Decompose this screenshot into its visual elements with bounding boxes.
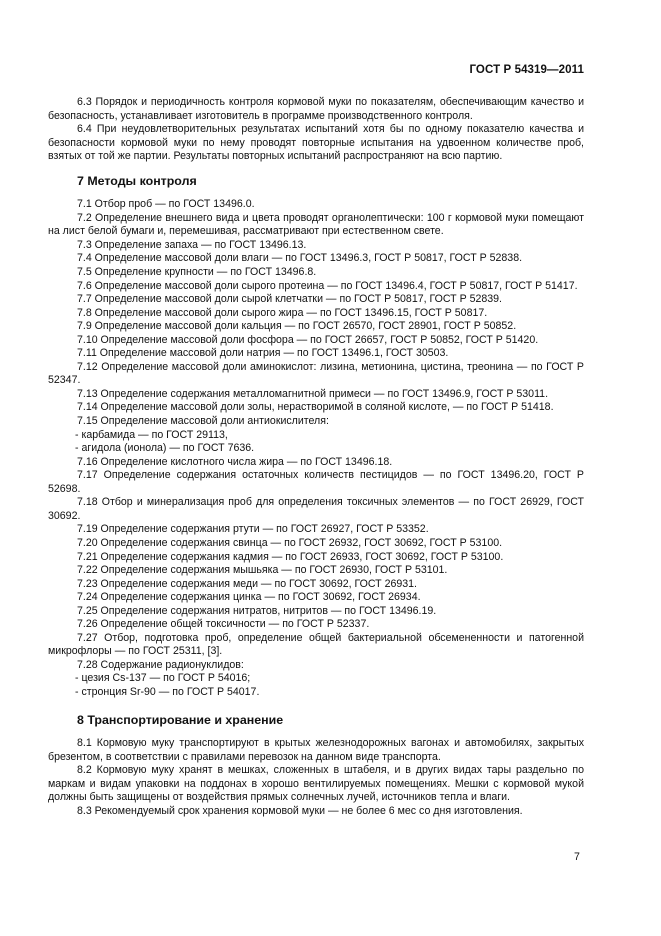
bullet-strontium: - стронция Sr-90 — по ГОСТ Р 54017.	[75, 685, 260, 698]
item-7-15: 7.15 Определение массовой доли антиокислителя:	[77, 415, 329, 428]
item-7-5: 7.5 Определение крупности — по ГОСТ 13496.8.	[77, 266, 317, 279]
item-7-9: 7.9 Определение массовой доли кальция — по ГОСТ 26570, ГОСТ 28901, ГОСТ Р 50852.	[77, 320, 517, 333]
item-7-24: 7.24 Определение содержания цинка — по ГОСТ 30692, ГОСТ 26934.	[77, 591, 421, 604]
page-number: 7	[574, 851, 580, 863]
bullet-cesium: - цезия Cs-137 — по ГОСТ Р 54016;	[75, 672, 251, 685]
item-7-23: 7.23 Определение содержания меди — по ГОСТ 30692, ГОСТ 26931.	[77, 577, 417, 590]
item-7-6: 7.6 Определение массовой доли сырого протеина — по ГОСТ 13496.4, ГОСТ Р 50817, ГОСТ Р 51417.	[77, 279, 578, 292]
item-7-7: 7.7 Определение массовой доли сырой клетчатки — по ГОСТ Р 50817, ГОСТ Р 52839.	[77, 293, 502, 306]
section-7-title: 7 Методы контроля	[77, 173, 197, 188]
item-7-13: 7.13 Определение содержания металломагнитной примеси — по ГОСТ 13496.9, ГОСТ Р 53011.	[77, 387, 549, 400]
item-8-2: 8.2 Кормовую муку хранят в мешках, сложенных в штабеля, и в других видах тары раздельно по маркам и видам упаковки на поддонах в хорошо вентилируемых помещениях. Мешки с кормовой мукой должны быть защищены от воздействия прямых солнечных лучей, источников тепла и влаги.	[48, 764, 584, 804]
item-7-26: 7.26 Определение общей токсичности — по ГОСТ Р 52337.	[77, 618, 370, 631]
item-7-25: 7.25 Определение содержания нитратов, нитритов — по ГОСТ 13496.19.	[77, 604, 437, 617]
item-7-10: 7.10 Определение массовой доли фосфора — по ГОСТ 26657, ГОСТ Р 50852, ГОСТ Р 51420.	[77, 333, 539, 346]
item-7-20: 7.20 Определение содержания свинца — по ГОСТ 26932, ГОСТ 30692, ГОСТ Р 53100.	[77, 536, 503, 549]
section-8-title: 8 Транспортирование и хранение	[77, 712, 284, 727]
item-7-11: 7.11 Определение массовой доли натрия — по ГОСТ 13496.1, ГОСТ 30503.	[77, 347, 449, 360]
paragraph-6-3: 6.3 Порядок и периодичность контроля кормовой муки по показателям, обеспечивающим качество и безопасность, устанавливает изготовитель в программе производственного контроля.	[48, 96, 584, 122]
item-7-16: 7.16 Определение кислотного числа жира — по ГОСТ 13496.18.	[77, 455, 393, 468]
bullet-carbamide: - карбамида — по ГОСТ 29113,	[75, 428, 228, 441]
item-8-1: 8.1 Кормовую муку транспортируют в крытых железнодорожных вагонах и автомобилях, закрытых брезентом, в соответствии с правилами перевозок на данном виде транспорта.	[48, 737, 584, 763]
paragraph-6-4: 6.4 При неудовлетворительных результатах испытаний хотя бы по одному показателю качества и безопасности кормовой муки по нему проводят повторные испытания на удвоенном количестве проб, взятых от той же партии. Результаты повторных испытаний распространяют на всю партию.	[48, 123, 584, 163]
item-7-28: 7.28 Содержание радионуклидов:	[77, 658, 244, 671]
item-7-18: 7.18 Отбор и минерализация проб для определения токсичных элементов — по ГОСТ 26929, ГОСТ 30692.	[48, 496, 584, 522]
item-7-19: 7.19 Определение содержания ртути — по ГОСТ 26927, ГОСТ Р 53352.	[77, 523, 429, 536]
item-8-3: 8.3 Рекомендуемый срок хранения кормовой муки — не более 6 мес со дня изготовления.	[77, 804, 523, 817]
item-7-22: 7.22 Определение содержания мышьяка — по ГОСТ 26930, ГОСТ Р 53101.	[77, 564, 448, 577]
document-code-header: ГОСТ Р 54319—2011	[469, 64, 584, 76]
item-7-27: 7.27 Отбор, подготовка проб, определение общей бактериальной обсемененности и патогенной микрофлоры — по ГОСТ 25311, [3].	[48, 631, 584, 658]
item-7-21: 7.21 Определение содержания кадмия — по ГОСТ 26933, ГОСТ 30692, ГОСТ Р 53100.	[77, 550, 504, 563]
item-7-2: 7.2 Определение внешнего вида и цвета проводят органолептически: 100 г кормовой муки помещают на лист белой бумаги и, перемешивая, рассматривают при естественном свете.	[48, 211, 584, 238]
item-7-1: 7.1 Отбор проб — по ГОСТ 13496.0.	[77, 198, 255, 211]
item-7-12: 7.12 Определение массовой доли аминокислот: лизина, метионина, цистина, треонина — по ГОСТ Р 52347.	[48, 360, 584, 387]
item-7-8: 7.8 Определение массовой доли сырого жира — по ГОСТ 13496.15, ГОСТ Р 50817.	[77, 306, 488, 319]
page-content	[48, 96, 584, 818]
item-7-3: 7.3 Определение запаха — по ГОСТ 13496.13.	[77, 238, 307, 251]
item-7-14: 7.14 Определение массовой доли золы, нерастворимой в соляной кислоте, — по ГОСТ Р 51418.	[77, 401, 554, 414]
item-7-17: 7.17 Определение содержания остаточных количеств пестицидов — по ГОСТ 13496.20, ГОСТ Р 52698.	[48, 469, 584, 495]
bullet-agidol: - агидола (ионола) — по ГОСТ 7636.	[75, 442, 255, 455]
item-7-4: 7.4 Определение массовой доли влаги — по ГОСТ 13496.3, ГОСТ Р 50817, ГОСТ Р 52838.	[77, 252, 523, 265]
